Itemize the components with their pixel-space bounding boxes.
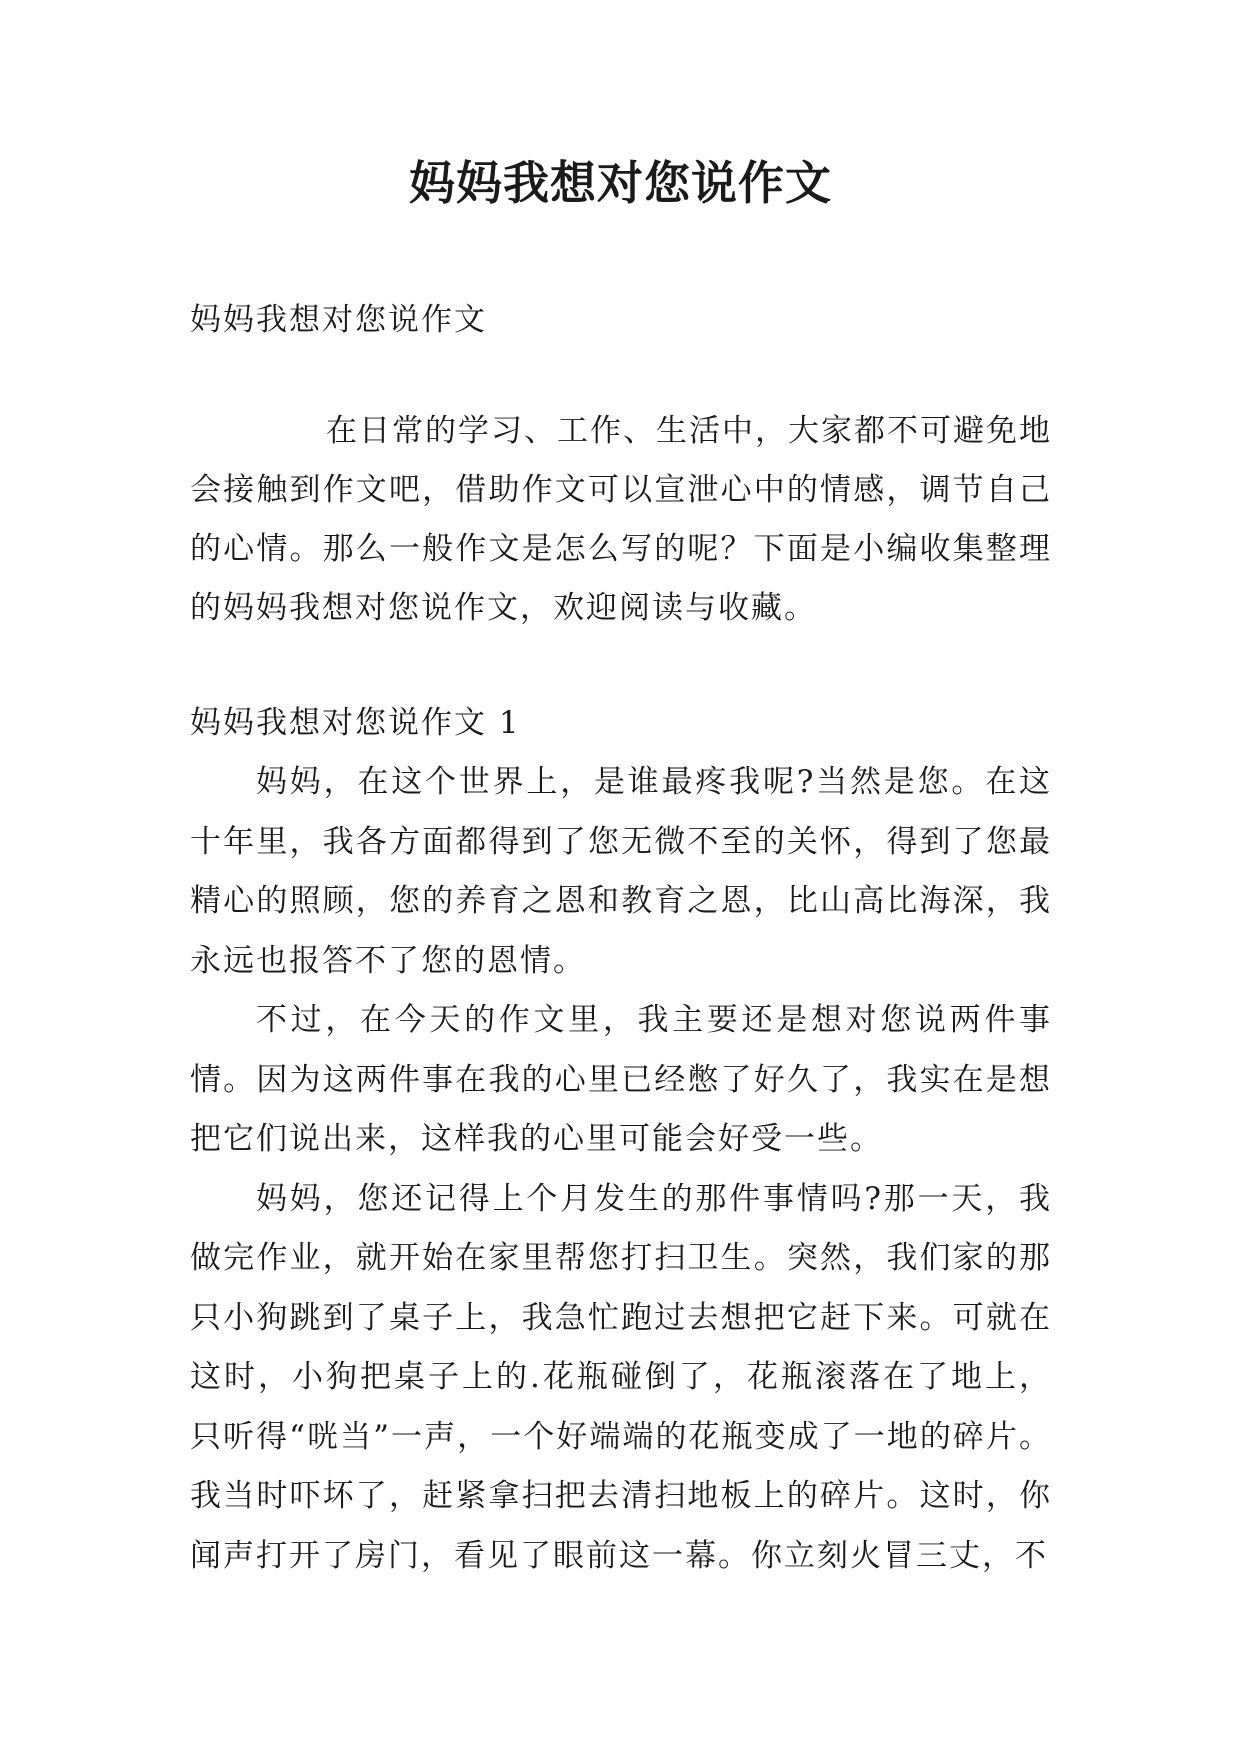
section-heading: 妈妈我想对您说作文 1 (190, 705, 521, 741)
document-subtitle: 妈妈我想对您说作文 (190, 302, 487, 338)
body-paragraph: 不过，在今天的作文里，我主要还是想对您说两件事情。因为这两件事在我的心里已经憋了好久了，我实在是想把它们说出来，这样我的心里可能会好受一些。 (190, 1002, 1052, 1157)
essay-body (190, 753, 1052, 1586)
body-paragraph: 妈妈，您还记得上个月发生的那件事情吗?那一天，我做完作业，就开始在家里帮您打扫卫生。突然，我们家的那只小狗跳到了桌子上，我急忙跑过去想把它赶下来。可就在这时，小狗把桌子上的.花瓶碰倒了，花瓶滚落在了地上，只听得“咣当”一声，一个好端端的花瓶变成了一地的碎片。我当时吓坏了，赶紧拿扫把去清扫地板上的碎片。这时，你闻声打开了房门，看见了眼前这一幕。你立刻火冒三丈，不 (190, 1180, 1052, 1574)
intro-paragraph: 在日常的学习、工作、生活中，大家都不可避免地会接触到作文吧，借助作文可以宣泄心中的情感，调节自己的心情。那么一般作文是怎么写的呢？下面是小编收集整理的妈妈我想对您说作文，欢迎阅读与收藏。 (190, 413, 1052, 626)
body-paragraph: 妈妈，在这个世界上，是谁最疼我呢?当然是您。在这十年里，我各方面都得到了您无微不至的关怀，得到了您最精心的照顾，您的养育之恩和教育之恩，比山高比海深，我永远也报答不了您的恩情。 (190, 764, 1052, 979)
document-title: 妈妈我想对您说作文 (409, 156, 832, 210)
